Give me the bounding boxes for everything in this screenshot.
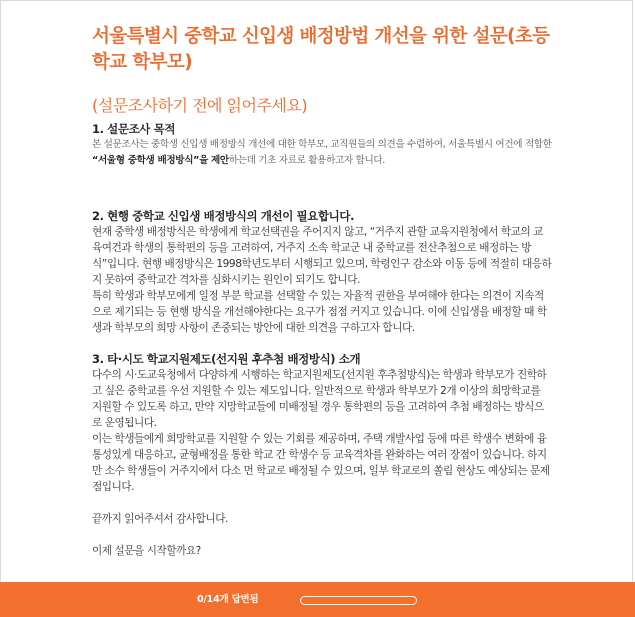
section-paragraph: 다수의 시·도교육청에서 다양하게 시행하는 학교지원제도(선지원 후추첨방식)는 학생과 학부모가 진학하고 싶은 중학교를 우선 지원할 수 있는 제도입니다. 일반적으로 학생과 학부모가 2개 이상의 희망학교를 지원할 수 있도록 하고, 만약 지망학교들에 미배정될 경우 통학편의 등을 고려하여 추첨 배정하는 방식으로 운영됩니다. [92,369,547,429]
closing-text: 끝까지 읽어주셔서 감사합니다. [92,513,228,525]
survey-title: 서울특별시 중학교 신입생 배정방법 개선을 위한 설문(초등학교 학부모) [92,26,550,73]
section-paragraph: 특히 학생과 학부모에게 일정 부분 학교를 선택할 수 있는 자율적 권한을 부여해야 한다는 의견이 지속적으로 제기되는 등 현행 방식을 개선해야한다는 요구가 점점 커지고 있습니다. 이에 신입생을 배정할 때 학생과 학부모의 희망 사항이 존중되는 방안에 대한 의견을 구하고자 합니다. [92,290,547,334]
start-prompt: 이제 설문을 시작할까요? [92,545,201,557]
progress-label: 0/14개 답변됨 [197,594,259,605]
section-heading: 1. 설문조사 목적 [92,122,176,136]
section-heading: 3. 타·시도 학교지원제도(선지원 후추첨 배정방식) 소개 [92,352,361,366]
purpose-text-before: 본 설문조사는 중학생 신입생 배정방식 개선에 대한 학부모, 교직원들의 의견을 수렴하여, 서울특별시 여건에 적합한 [92,139,552,150]
section-heading: 2. 현행 중학교 신입생 배정방식의 개선이 필요합니다. [92,209,355,223]
survey-content [92,24,552,559]
section-current-method [92,208,552,336]
progress-bar [300,596,417,605]
purpose-text-bold: “서울형 중학생 배정방식”을 제안 [92,154,229,166]
section-text [92,137,552,168]
section-other-regions [92,351,552,495]
section-paragraph: 현재 중학생 배정방식은 학생에게 학교선택권을 주어지지 않고, “거주지 관할 교육지원청에서 학교의 교육여건과 학생의 통학편의 등을 고려하여, 거주지 소속 학교군 내 중학교를 전산추첨으로 배정하는 방식”입니다. 현행 배정방식은 1998학년도부터 시행되고 있으며, 학령인구 감소와 이동 등에 적절히 대응하지 못하여 중학교간 격차를 심화시키는 원인이 되기도 합니다. [92,226,552,286]
section-paragraph: 이는 학생들에게 희망학교를 지원할 수 있는 기회를 제공하며, 주택 개발사업 등에 따른 학생수 변화에 융통성있게 대응하고, 균형배정을 통한 학교 간 학생수 등 교육격차를 완화하는 여러 장점이 있습니다. 하지만 소수 학생들이 거주지에서 다소 먼 학교로 배정될 수 있으며, 일부 학교로의 쏠림 현상도 예상되는 문제점입니다. [92,433,550,493]
intro-heading: (설문조사하기 전에 읽어주세요) [92,96,308,115]
section-purpose [92,121,552,168]
purpose-text-after: 하는데 기초 자료로 활용하고자 합니다. [228,154,385,166]
